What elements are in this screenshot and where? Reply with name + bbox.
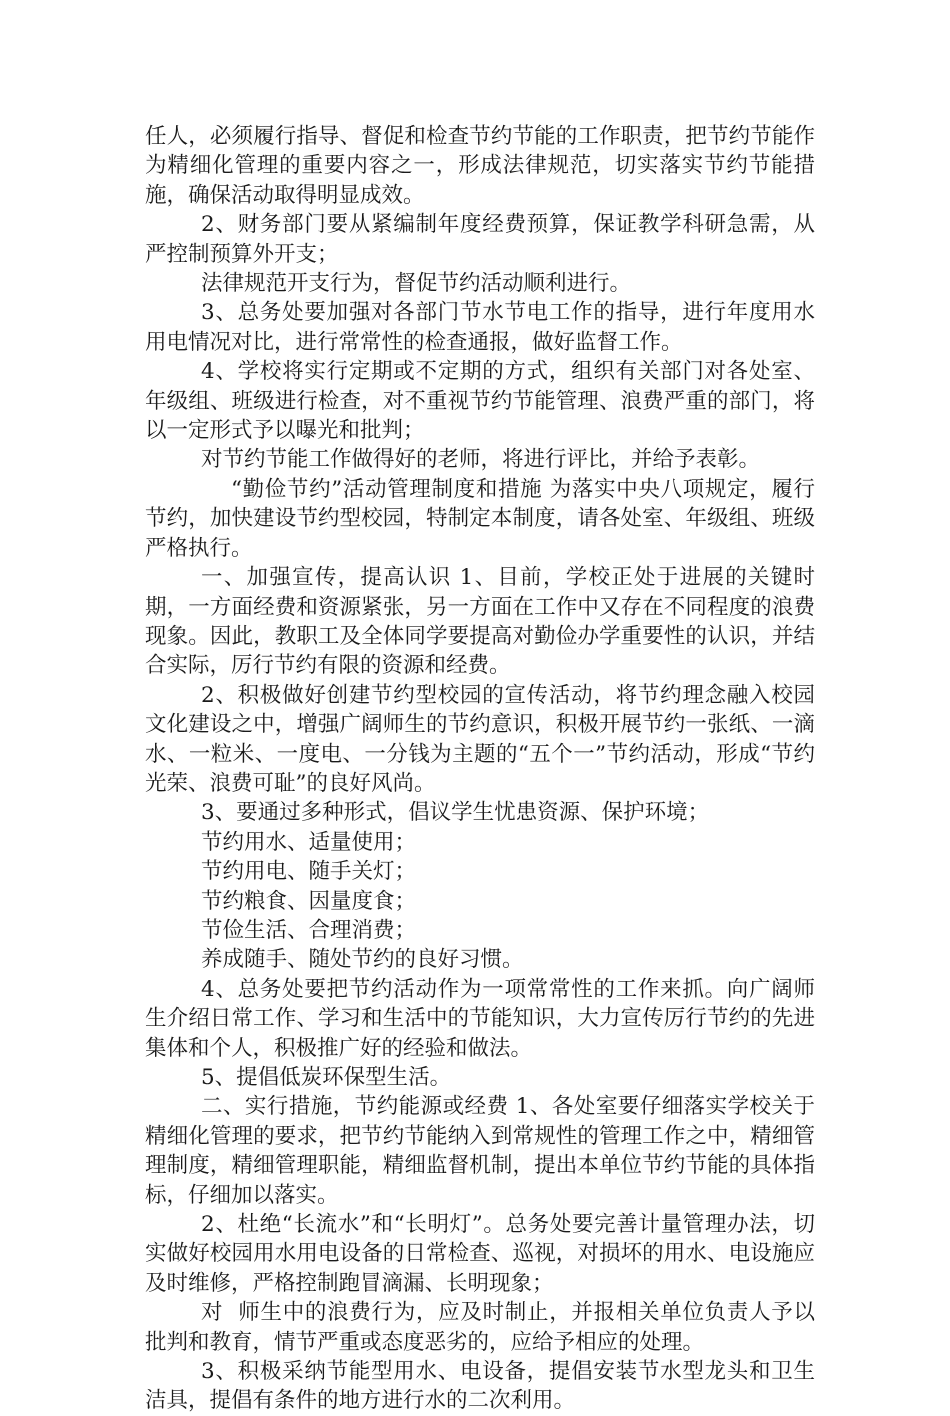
paragraph: 节约粮食、因量度食； bbox=[201, 888, 417, 914]
paragraph: 3、要通过多种形式，倡议学生忧患资源、保护环境； bbox=[201, 800, 710, 826]
paragraph: 5、提倡低炭环保型生活。 bbox=[201, 1065, 452, 1090]
paragraph: 节约用电、随手关灯； bbox=[201, 859, 417, 885]
paragraph: 任人，必须履行指导、督促和检查节约节能的工作职责，把节约节能作为精细化管理的重要内容之一，形成法律规范，切实落实节约节能措施，确保活动取得明显成效。 bbox=[145, 124, 815, 208]
paragraph: 对 师生中的浪费行为，应及时制止，并报相关单位负责人予以批判和教育，情节严重或态度恶劣的，应给予相应的处理。 bbox=[145, 1300, 815, 1355]
paragraph: 2、积极做好创建节约型校园的宣传活动，将节约理念融入校园文化建设之中，增强广阔师生的节约意识，积极开展节约一张纸、一滴水、一粒米、一度电、一分钱为主题的“五个一”节约活动，形成“节约光荣、浪费可耻”的良好风尚。 bbox=[145, 682, 815, 796]
paragraph: 二、实行措施，节约能源或经费 1、各处室要仔细落实学校关于精细化管理的要求，把节约节能纳入到常规性的管理工作之中，精细管理制度，精细管理职能，精细监督机制，提出本单位节约节能的具体指标，仔细加以落实。 bbox=[145, 1094, 815, 1208]
paragraph: 3、总务处要加强对各部门节水节电工作的指导，进行年度用水用电情况对比，进行常常性的检查通报，做好监督工作。 bbox=[145, 300, 815, 355]
paragraph: 4、学校将实行定期或不定期的方式，组织有关部门对各处室、年级组、班级进行检查，对不重视节约节能管理、浪费严重的部门，将以一定形式予以曝光和批判； bbox=[145, 359, 815, 444]
paragraph: 节约用水、适量使用； bbox=[201, 829, 417, 855]
paragraph: 节俭生活、合理消费； bbox=[201, 917, 417, 943]
paragraph: 一、加强宣传，提高认识 1、目前，学校正处于进展的关键时期，一方面经费和资源紧张，另一方面在工作中又存在不同程度的浪费现象。因此，教职工及全体同学要提高对勤俭办学重要性的认识，并结合实际，厉行节约有限的资源和经费。 bbox=[145, 565, 815, 679]
paragraph: 养成随手、随处节约的良好习惯。 bbox=[201, 947, 524, 973]
document-page bbox=[145, 122, 815, 1416]
paragraph: 3、积极采纳节能型用水、电设备，提倡安装节水型龙头和卫生洁具，提倡有条件的地方进行水的二次利用。 bbox=[145, 1359, 815, 1414]
paragraph: 对节约节能工作做得好的老师，将进行评比，并给予表彰。 bbox=[201, 447, 761, 473]
paragraph: 2、杜绝“长流水”和“长明灯”。总务处要完善计量管理办法，切实做好校园用水用电设备的日常检查、巡视，对损坏的用水、电设施应及时维修，严格控制跑冒滴漏、长明现象； bbox=[145, 1212, 815, 1296]
paragraph: 2、财务部门要从紧编制年度经费预算，保证教学科研急需，从严控制预算外开支； bbox=[145, 212, 815, 267]
paragraph: “勤俭节约”活动管理制度和措施 为落实中央八项规定，履行节约，加快建设节约型校园，特制定本制度，请各处室、年级组、班级严格执行。 bbox=[145, 476, 815, 561]
paragraph: 法律规范开支行为，督促节约活动顺利进行。 bbox=[201, 271, 632, 297]
paragraph: 4、总务处要把节约活动作为一项常常性的工作来抓。向广阔师生介绍日常工作、学习和生活中的节能知识，大力宣传厉行节约的先进集体和个人，积极推广好的经验和做法。 bbox=[145, 976, 815, 1061]
